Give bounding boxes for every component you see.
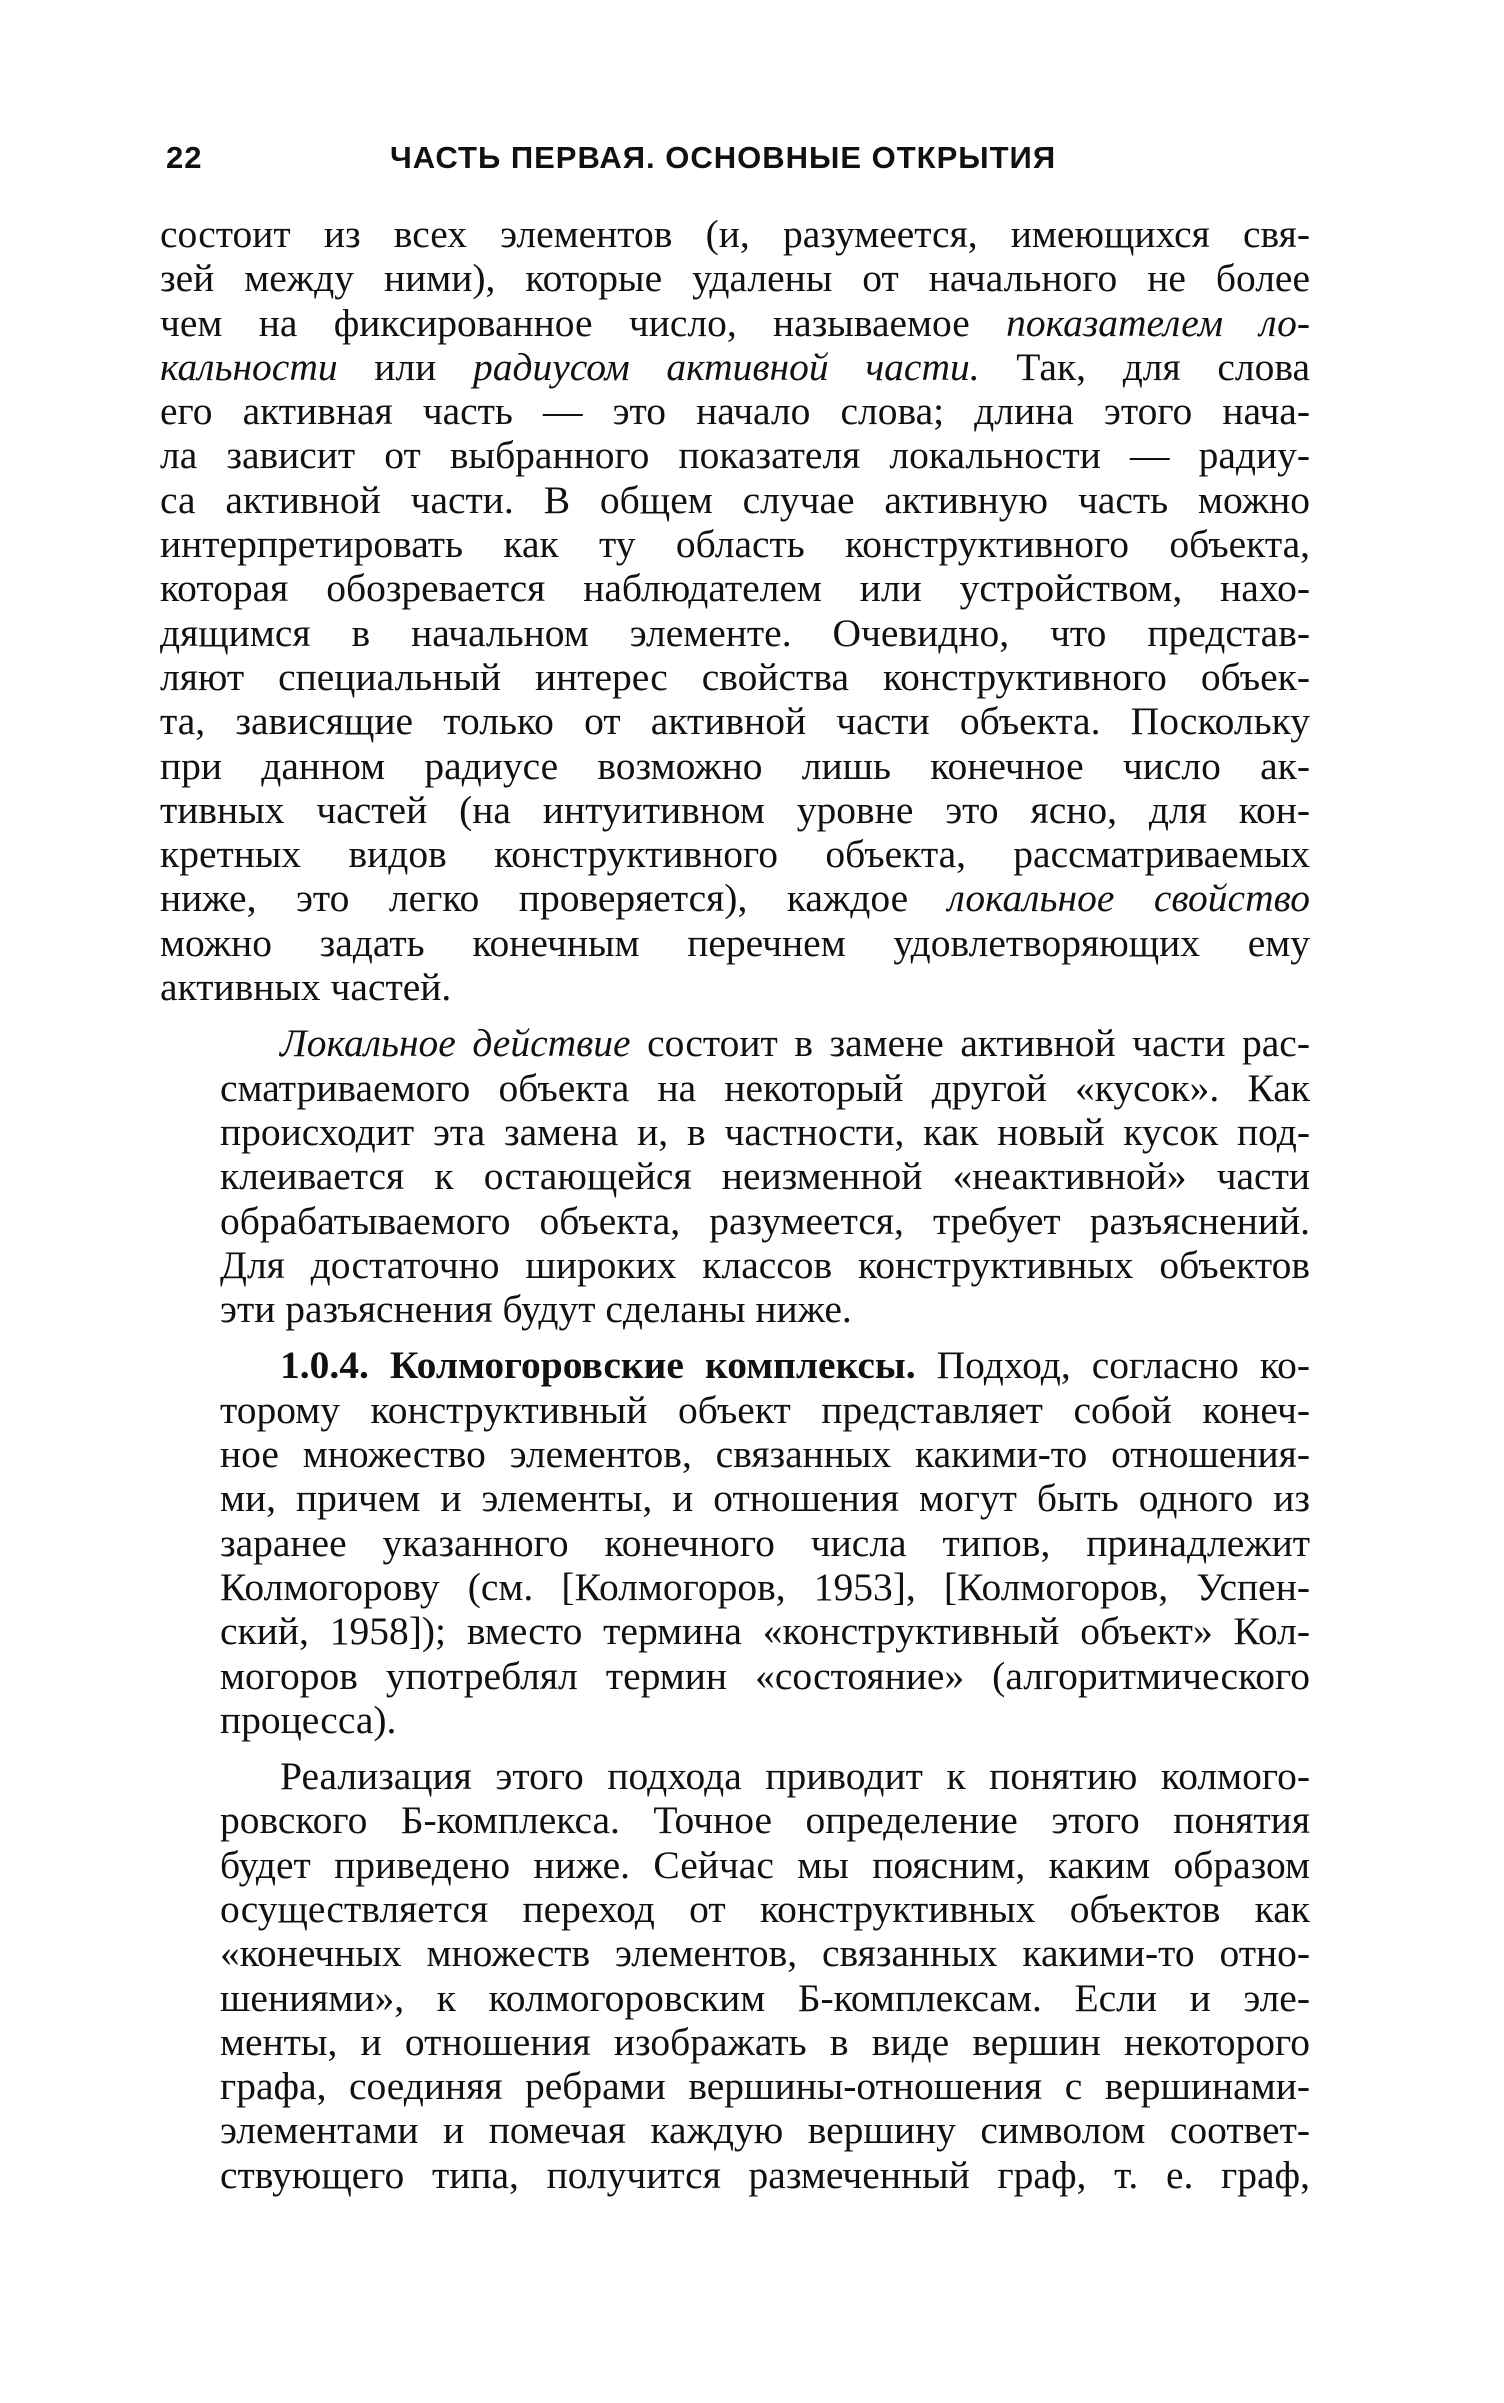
- paragraph-b-complex: [160, 1754, 1310, 2197]
- text-line: заранее указанного конечного числа типов, принадлежит: [220, 1520, 1310, 1565]
- text-line: происходит эта замена и, в частности, как новый кусок под-: [220, 1109, 1310, 1154]
- text-line: ровского Б-комплекса. Точное определение этого понятия: [220, 1798, 1310, 1843]
- term-locality-index: показателем ло-: [1006, 300, 1310, 345]
- text-run: или: [337, 344, 473, 389]
- text-line: элементами и помечая каждую вершину символом соответ-: [220, 2108, 1310, 2153]
- text-line: состоит из всех элементов (и, разумеется, имеющихся свя-: [160, 212, 1310, 256]
- text-line: процесса).: [220, 1697, 397, 1742]
- text-line: шениями», к колмогоровским Б-комплексам. Если и эле-: [220, 1975, 1310, 2020]
- text-line: могоров употреблял термин «состояние» (алгоритмического: [220, 1653, 1310, 1698]
- text-line: [160, 301, 1310, 345]
- text-line: тивных частей (на интуитивном уровне это ясно, для кон-: [160, 787, 1310, 832]
- text-line: зей между ними), которые удалены от начального не более: [160, 256, 1310, 301]
- text-line: графа, соединяя ребрами вершины-отношения с вершинами-: [220, 2064, 1310, 2109]
- text-line: обрабатываемого объекта, разумеется, требует разъяснений.: [220, 1198, 1310, 1243]
- text-line: «конечных множеств элементов, связанных какими-то отно-: [220, 1931, 1310, 1976]
- text-line: менты, и отношения изображать в виде вершин некоторого: [220, 2019, 1310, 2064]
- text-line: ляют специальный интерес свойства конструктивного объек-: [160, 654, 1310, 699]
- text-run: чем на фиксированное число, называемое: [160, 300, 1007, 345]
- text-line: эти разъяснения будут сделаны ниже.: [220, 1287, 852, 1332]
- text-line: торому конструктивный объект представляет собой конеч-: [220, 1387, 1310, 1432]
- running-head: [160, 140, 1320, 190]
- text-run: состоит в замене активной части рас-: [630, 1021, 1310, 1066]
- text-line: [160, 1021, 1310, 1065]
- text-line: клеивается к остающейся неизменной «неактивной» части: [220, 1154, 1310, 1199]
- paragraph-kolmogorov-complexes: [160, 1343, 1310, 1742]
- text-line: ми, причем и элементы, и отношения могут быть одного из: [220, 1476, 1310, 1521]
- text-line: ствующего типа, получится размеченный граф, т. е. граф,: [220, 2152, 1310, 2197]
- text-line: Для достаточно широких классов конструктивных объектов: [220, 1242, 1310, 1287]
- text-run: Подход, согласно ко-: [915, 1343, 1310, 1388]
- term-locality-index-cont: кальности: [160, 344, 338, 389]
- text-line: ное множество элементов, связанных какими-то отношения-: [220, 1432, 1310, 1477]
- text-line: его активная часть — это начало слова; длина этого нача-: [160, 389, 1310, 434]
- term-local-action: Локальное действие: [280, 1021, 631, 1066]
- term-local-property: локальное свойство: [947, 876, 1310, 921]
- page-number: 22: [166, 140, 203, 175]
- text-line: ский, 1958]); вместо термина «конструктивный объект» Кол-: [220, 1609, 1310, 1654]
- text-line: кретных видов конструктивного объекта, рассматриваемых: [160, 832, 1310, 877]
- text-line: при данном радиусе возможно лишь конечное число ак-: [160, 743, 1310, 788]
- text-line: осуществляется переход от конструктивных объектов как: [220, 1886, 1310, 1931]
- running-title: ЧАСТЬ ПЕРВАЯ. ОСНОВНЫЕ ОТКРЫТИЯ: [390, 140, 1057, 175]
- text-line: та, зависящие только от активной части объекта. Поскольку: [160, 699, 1310, 744]
- text-line: [160, 1343, 1310, 1387]
- text-line: ла зависит от выбранного показателя локальности — радиу-: [160, 433, 1310, 478]
- text-line: можно задать конечным перечнем удовлетворяющих ему: [160, 920, 1310, 965]
- text-line: са активной части. В общем случае активную часть можно: [160, 477, 1310, 522]
- text-line: активных частей.: [160, 965, 452, 1010]
- text-line: Реализация этого подхода приводит к понятию колмого-: [280, 1754, 1310, 1799]
- paragraph-active-part: [160, 212, 1310, 1009]
- text-line: [160, 876, 1310, 920]
- text-line: будет приведено ниже. Сейчас мы поясним, каким образом: [220, 1842, 1310, 1887]
- text-line: сматриваемого объекта на некоторый другой «кусок». Как: [220, 1065, 1310, 1110]
- paragraph-local-action: [160, 1021, 1310, 1331]
- text-line: дящимся в начальном элементе. Очевидно, что представ-: [160, 610, 1310, 655]
- text-run: ниже, это легко проверяется), каждое: [160, 876, 948, 921]
- text-line: которая обозревается наблюдателем или устройством, нахо-: [160, 566, 1310, 611]
- text-line: [160, 345, 1310, 389]
- body-text: [160, 212, 1310, 2197]
- term-active-radius: радиусом активной части.: [472, 344, 980, 389]
- text-line: интерпретировать как ту область конструктивного объекта,: [160, 522, 1310, 567]
- text-run: Так, для слова: [979, 344, 1311, 389]
- section-heading: 1.0.4. Колмогоровские комплексы.: [280, 1343, 916, 1388]
- text-line: Колмогорову (см. [Колмогоров, 1953], [Колмогоров, Успен-: [220, 1564, 1310, 1609]
